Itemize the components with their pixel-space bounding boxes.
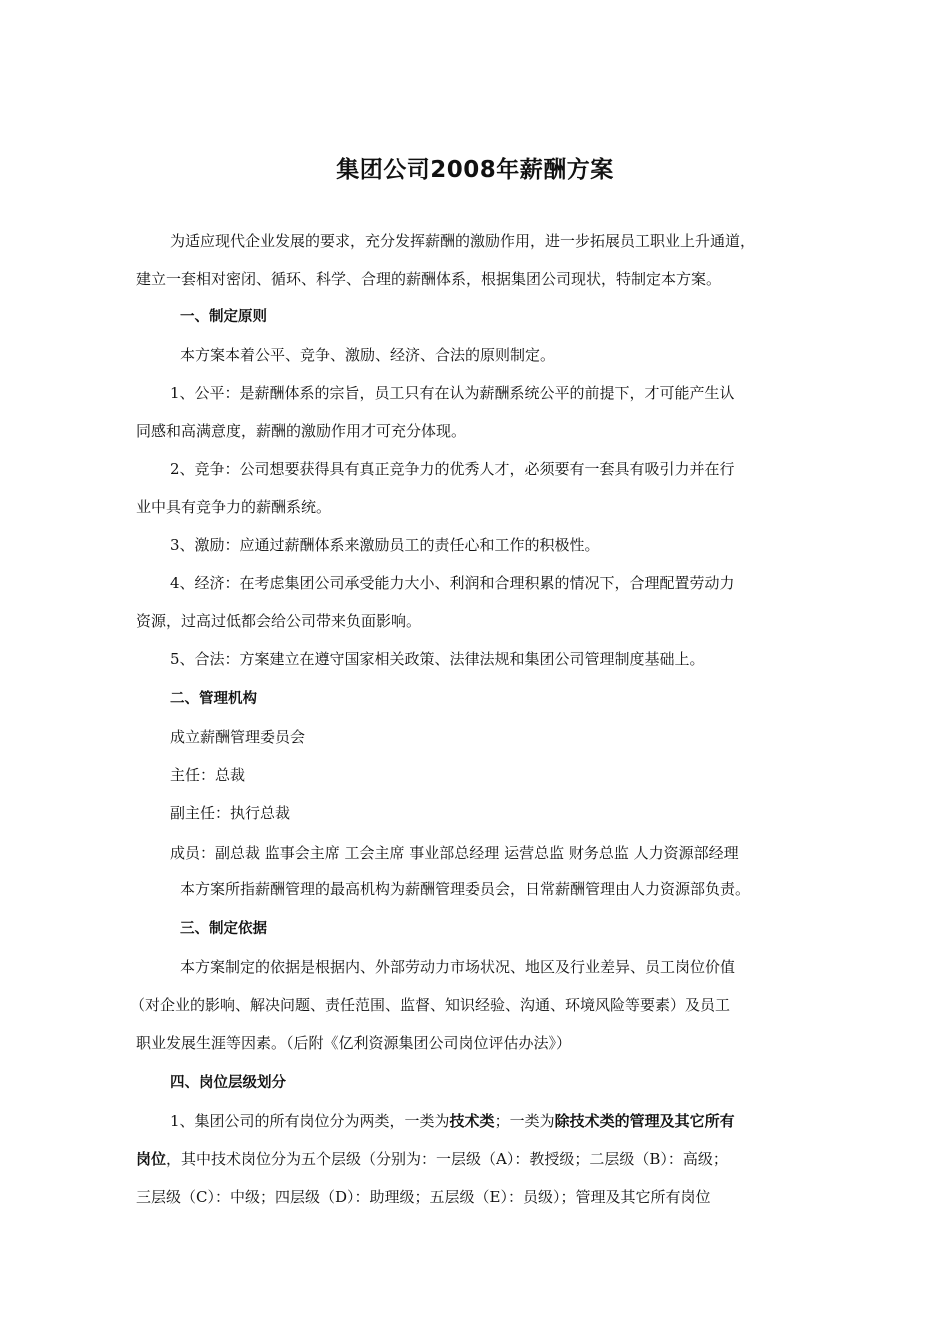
intro-line-1: 为适应现代企业发展的要求，充分发挥薪酬的激励作用，进一步拓展员工职业上升通道， <box>170 232 756 250</box>
committee-line: 成立薪酬管理委员会 <box>170 728 306 746</box>
principle-4-line-2: 资源，过高过低都会给公司带来负面影响。 <box>136 612 422 630</box>
principle-4-line-1: 4、经济：在考虑集团公司承受能力大小、利润和合理积累的情况下，合理配置劳动力 <box>170 574 735 592</box>
management-note-line: 本方案所指薪酬管理的最高机构为薪酬管理委员会，日常薪酬管理由人力资源部负责。 <box>180 880 751 898</box>
intro-line-2: 建立一套相对密闭、循环、科学、合理的薪酬体系，根据集团公司现状，特制定本方案。 <box>136 270 722 288</box>
principle-3: 3、激励：应通过薪酬体系来激励员工的责任心和工作的积极性。 <box>170 536 600 554</box>
levels-line-2 <box>136 1146 728 1172</box>
principle-2-line-2: 业中具有竞争力的薪酬系统。 <box>136 498 332 516</box>
document-title: 集团公司2008年薪酬方案 <box>336 157 614 183</box>
principle-5: 5、合法：方案建立在遵守国家相关政策、法律法规和集团公司管理制度基础上。 <box>170 650 705 668</box>
section-1-heading: 一、制定原则 <box>180 309 267 325</box>
levels-line-2-text-b: ，其中技术岗位分为五个层级（分别为：一层级（A）：教授级；二层级（B）：高级； <box>166 1150 728 1168</box>
levels-line-1-text-a: 1、集团公司的所有岗位分为两类，一类为 <box>170 1112 450 1130</box>
non-technical-category-part-2: 岗位 <box>136 1150 167 1168</box>
principle-1-line-2: 同感和高满意度，薪酬的激励作用才可充分体现。 <box>136 422 467 440</box>
members-line: 成员：副总裁 监事会主席 工会主席 事业部总经理 运营总监 财务总监 人力资源部经理 <box>170 844 739 862</box>
section-4-heading: 四、岗位层级划分 <box>170 1075 286 1091</box>
deputy-director-line: 副主任：执行总裁 <box>170 804 291 822</box>
non-technical-category-part-1: 除技术类的管理及其它所有 <box>554 1112 735 1130</box>
principle-2-line-1: 2、竞争：公司想要获得具有真正竞争力的优秀人才，必须要有一套具有吸引力并在行 <box>170 460 735 478</box>
levels-line-1-text-c: ；一类为 <box>494 1112 555 1130</box>
basis-line-1: 本方案制定的依据是根据内、外部劳动力市场状况、地区及行业差异、员工岗位价值 <box>180 958 736 976</box>
principle-1-line-1: 1、公平：是薪酬体系的宗旨，员工只有在认为薪酬系统公平的前提下，才可能产生认 <box>170 384 735 402</box>
basis-line-3: 职业发展生涯等因素。（后附《亿利资源集团公司岗位评估办法》） <box>136 1034 572 1052</box>
section-2-heading: 二、管理机构 <box>170 691 257 707</box>
basis-line-2: （对企业的影响、解决问题、责任范围、监督、知识经验、沟通、环境风险等要素）及员工 <box>130 996 731 1014</box>
section-3-heading: 三、制定依据 <box>180 921 267 937</box>
levels-line-1 <box>170 1108 735 1134</box>
technical-category: 技术类 <box>449 1112 495 1130</box>
levels-line-3: 三层级（C）：中级；四层级（D）：助理级；五层级（E）：员级）；管理及其它所有岗位 <box>136 1188 711 1206</box>
section-1-intro: 本方案本着公平、竞争、激励、经济、合法的原则制定。 <box>180 346 556 364</box>
director-line: 主任：总裁 <box>170 766 246 784</box>
